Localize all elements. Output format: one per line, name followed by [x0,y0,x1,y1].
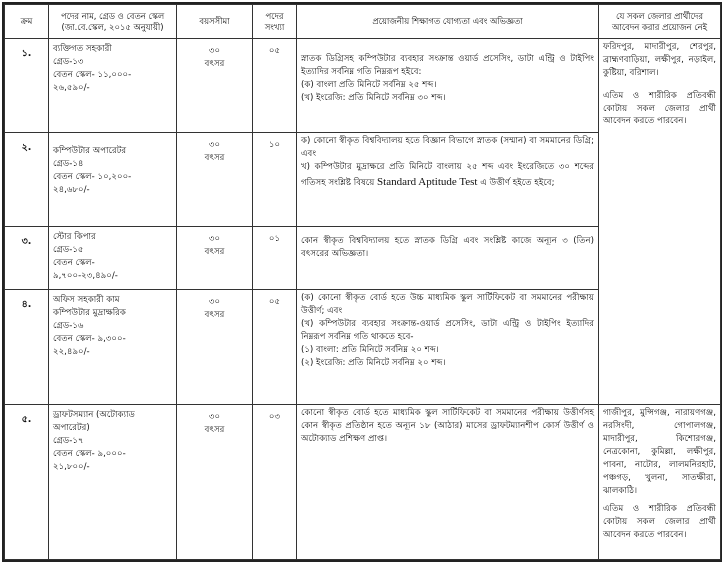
row-qualification: কোন স্বীকৃত বিশ্ববিদ্যালয় হতে স্নাতক ডিগ্রি এবং সংশ্লিষ্ট কাজে অন্যূন ৩ (তিন) বৎসরের অভিজ্ঞতা। [297,227,599,290]
row-post: ব্যক্তিগত সহকারী গ্রেড-১৩ বেতন স্কেল- ১১,০০০- ২৬,৫৯০/- [49,39,177,133]
row-num: ০৩ [253,405,297,560]
header-sl: ক্রম [5,5,49,39]
header-qualification: প্রয়োজনীয় শিক্ষাগত যোগ্যতা এবং অভিজ্ঞতা [297,5,599,39]
table-row [5,39,721,133]
row-age: ৩০ বৎসর [177,133,253,227]
recruitment-table-frame [2,2,722,562]
row-post: ড্রাফটসম্যান (অটোক্যাড অপারেটর) গ্রেড-১৭ বেতন স্কেল- ৯,০০০- ২১,৮০০/- [49,405,177,560]
row-qualification: স্নাতক ডিগ্রিসহ কম্পিউটার ব্যবহার সংক্রান্ত ওয়ার্ড প্রসেসিং, ডাটা এন্ট্রি ও টাইপিং ইত্যাদির সর্বনিম্ন গতি নিম্নরূপ হইবে: (ক) বাংলা প্রতি মিনিটে সর্বনিম্ন ২৫ শব্দ। (খ) ইংরেজি: প্রতি মিনিটে সর্বনিম্ন ৩০ শব্দ। [297,39,599,133]
row-sl: ৫. [5,405,49,560]
row-post: কম্পিউটার অপারেটর গ্রেড-১৪ বেতন স্কেল- ১০,২০০- ২৪,৬৮০/- [49,133,177,227]
row-qualification: (ক) কোনো স্বীকৃত বোর্ড হতে উচ্চ মাধ্যমিক স্কুল সার্টিফিকেট বা সমমানের পরীক্ষায় উত্তীর্ণ; এবং (খ) কম্পিউটার ব্যবহার সংক্রান্ত-ওয়ার্ড প্রসেসিং, ডাটা এন্ট্রি ও টাইপিং ইত্যাদির নিম্নরূপ সর্বনিম্ন গতি থাকতে হবে- (১) বাংলা: প্রতি মিনিটে সর্বনিম্ন ২০ শব্দ। (২) ইংরেজি: প্রতি মিনিটে সর্বনিম্ন ২০ শব্দ। [297,290,599,405]
row-num: ০১ [253,227,297,290]
districts-cell-1: ফরিদপুর, মাদারীপুর, শেরপুর, ব্রাহ্মণবাড়িয়া, লক্ষীপুর, নড়াইল, কুষ্টিয়া, বরিশাল। এতিম ও শারীরিক প্রতিবন্ধী কোটায় সকল জেলার প্রার্থী আবেদন করতে পারবেন। [599,39,721,405]
row-post: স্টোর কিপার গ্রেড-১৫ বেতন স্কেল- ৯,৭০০-২৩,৪৯০/- [49,227,177,290]
header-num: পদের সংখ্যা [253,5,297,39]
recruitment-table [4,4,721,560]
row-sl: ৩. [5,227,49,290]
header-post: পদের নাম, গ্রেড ও বেতন স্কেল (জা.বে.স্কেল, ২০১৫ অনুযায়ী) [49,5,177,39]
row-num: ০৫ [253,290,297,405]
header-districts: যে সকল জেলার প্রার্থীদের আবেদন করার প্রয়োজন নেই [599,5,721,39]
row-sl: ২. [5,133,49,227]
row-age: ৩০ বৎসর [177,227,253,290]
row-num: ১০ [253,133,297,227]
row-sl: ১. [5,39,49,133]
row-qualification: কোনো স্বীকৃত বোর্ড হতে মাধ্যমিক স্কুল সার্টিফিকেট বা সমমানের পরীক্ষায় উত্তীর্ণসহ কোন স্বীকৃত প্রতিষ্ঠান হতে অন্যূন ১৮ (আঠার) মাসের ড্রাফটম্যানশীপ কোর্স উত্তীর্ণ ও অটোক্যাড প্রশিক্ষণ প্রাপ্ত। [297,405,599,560]
table-row [5,405,721,560]
header-age: বয়সসীমা [177,5,253,39]
row-qualification: ক) কোনো স্বীকৃত বিশ্ববিদ্যালয় হতে বিজ্ঞান বিভাগে স্নাতক (সম্মান) বা সমমানের ডিগ্রি; এবং খ) কম্পিউটার মুদ্রাক্ষরে প্রতি মিনিটে বাংলায় ২৫ শব্দ এবং ইংরেজিতে ৩০ শব্দের গতিসহ সংশ্লিষ্ট বিষয়ে Standard Aptitude Test এ উত্তীর্ণ হইতে হইবে; [297,133,599,227]
row-age: ৩০ বৎসর [177,290,253,405]
row-age: ৩০ বৎসর [177,39,253,133]
districts-cell-2: গাজীপুর, মুন্সিগঞ্জ, নারায়ণগঞ্জ, নরসিংদী, গোপালগঞ্জ, মাদারীপুর, কিশোরগঞ্জ, নেত্রকোনা, কুমিল্লা, লক্ষীপুর, পাবনা, নাটোর, লালমনিরহাট, পঞ্চগড়, খুলনা, সাতক্ষীরা, ঝালকাঠি। এতিম ও শারীরিক প্রতিবন্ধী কোটায় সকল জেলার প্রার্থী আবেদন করতে পারবেন। [599,405,721,560]
row-post: অফিস সহকারী কাম কম্পিউটার মুদ্রাক্ষরিক গ্রেড-১৬ বেতন স্কেল- ৯,৩০০- ২২,৪৯০/- [49,290,177,405]
row-sl: ৪. [5,290,49,405]
row-age: ৩০ বৎসর [177,405,253,560]
header-row [5,5,721,39]
row-num: ০৫ [253,39,297,133]
